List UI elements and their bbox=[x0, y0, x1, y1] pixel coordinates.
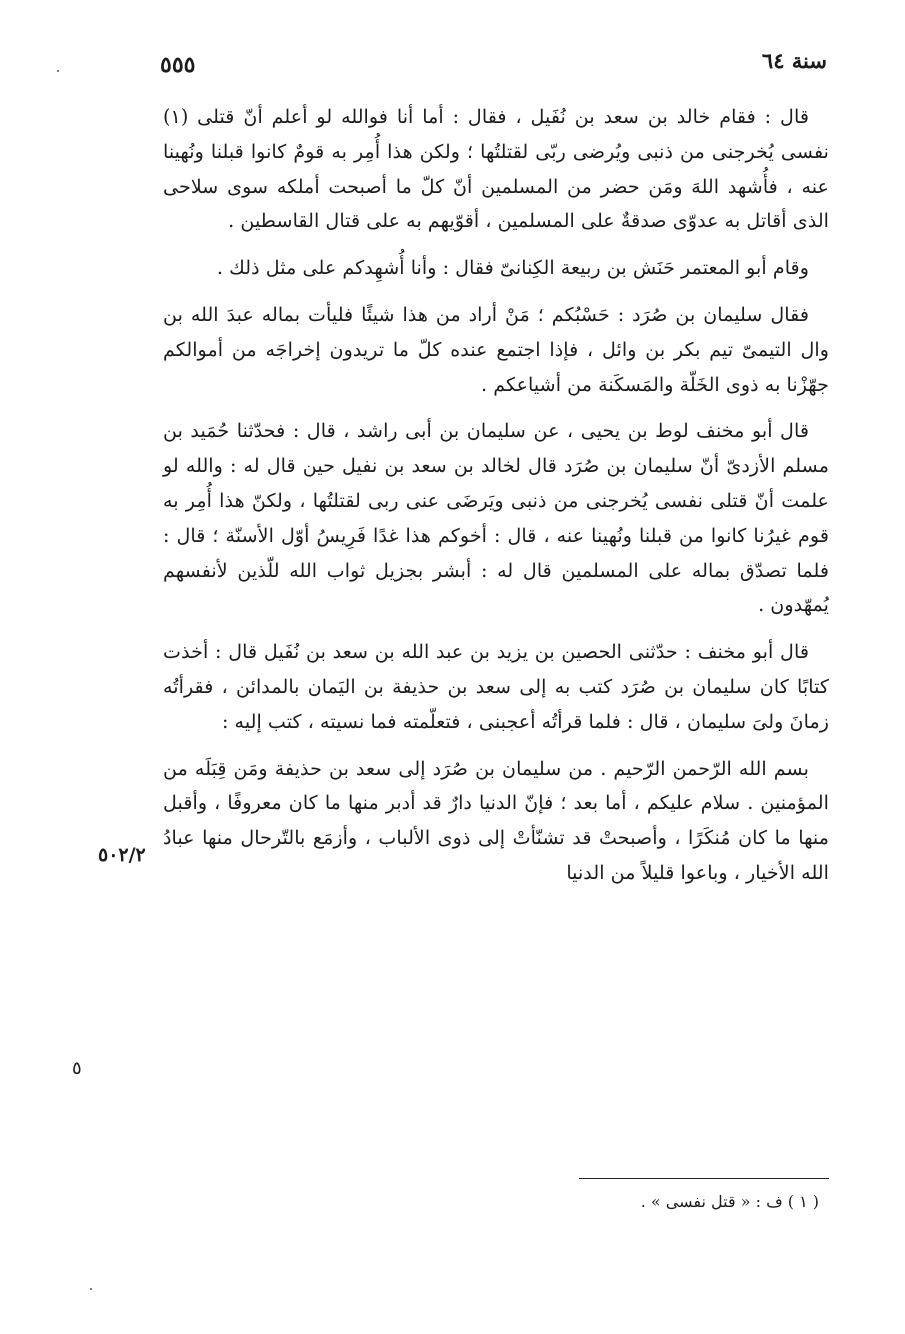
paper-speck bbox=[90, 1288, 92, 1290]
main-text bbox=[163, 100, 829, 891]
running-head-year: سنة ٦٤ bbox=[761, 48, 827, 73]
paragraph-hanash: وقام أبو المعتمر حَنَش بن ربيعة الكِنانىّ فقال : وأنا أُشهِدكم على مثل ذلك . bbox=[216, 256, 809, 280]
page-number: ٥٥٥ bbox=[160, 52, 196, 78]
footnote-divider bbox=[579, 1178, 829, 1179]
margin-volume-reference: ٥٠٢/٢ bbox=[98, 844, 146, 866]
paper-speck bbox=[57, 70, 59, 72]
paragraph-khalid: قال : فقام خالد بن سعد بن نُفَيل ، فقال : أما أنا فوالله لو أعلم أنّ قتلى (١) نفسى يُخرجنى من ذنبى ويُرضى ربّى لقتلتُها ؛ ولكن هذا أُمِر به قومٌ كانوا قبلنا ونُهينا عنه ، فأُشهد اللهَ ومَن حضر من المسلمين أنّ كلّ ما أصبحت أملكه سوى سلاحى الذى أقاتل به عدوّى صدقةٌ على المسلمين ، أقوّيهم به على قتال القاسطين . bbox=[163, 105, 829, 233]
paragraph-humayd: قال أبو مخنف لوط بن يحيى ، عن سليمان بن أبى راشد ، قال : فحدّثنا حُمَيد بن مسلم الأزدىّ أنّ سليمان بن صُرَد قال لخالد بن سعد بن نفيل حين قال له : والله لو علمت أنّ قتلى نفسى يُخرجنى من ذنبى ويَرضَى عنى ربى لقتلتُها ، ولكنّ هذا أُمِر به قوم غيرُنا كانوا من قبلنا ونُهينا عنه ، قال : أخوكم هذا غدًا فَرِيسُ أوّل الأسنّة ؛ قال : فلما تصدّق بماله على المسلمين قال له : أبشر بجزيل ثواب الله للّذين لأنفسهم يُمهّدون . bbox=[163, 419, 829, 617]
footnote: ( ١ ) ف : « قتل نفسى » . bbox=[640, 1192, 819, 1211]
paragraph-letter-intro: قال أبو مخنف : حدّثنى الحصين بن يزيد بن عبد الله بن سعد بن نُفَيل قال : أخذت كتابًا كان سليمان بن صُرَد كتب به إلى سعد بن حذيفة بن اليَمان بالمدائن ، فقرأتُه زمانَ ولىَ سليمان ، قال : فلما قرأتُه أعجبنى ، فتعلّمته فما نسيته ، كتب إليه : bbox=[163, 640, 829, 733]
margin-mark: ٥ bbox=[72, 1058, 82, 1079]
paragraph-letter: بسم الله الرّحمن الرّحيم . من سليمان بن صُرَد إلى سعد بن حذيفة ومَن قِبَلَه من المؤمنين . سلام عليكم ، أما بعد ؛ فإنّ الدنيا دارٌ قد أدبر منها ما كان معروفًا ، وأقبل منها ما كان مُنكَرًا ، وأصبحتْ قد تشنّأتْ إلى ذوى الألباب ، وأزمَع بالتّرحال منها عبادُ الله الأخيار ، وباعوا قليلاً من الدنيا bbox=[163, 756, 829, 884]
paragraph-sulayman: فقال سليمان بن صُرَد : حَسْبُكم ؛ مَنْ أراد من هذا شيئًا فليأت بماله عبدَ الله بن وال التيمىّ تيم بكر بن وائل ، فإذا اجتمع عنده كلّ ما تريدون إخراجَه من أموالكم جهّزْنا به ذوى الخَلّة والمَسكَنة من أشياعكم . bbox=[163, 302, 829, 396]
